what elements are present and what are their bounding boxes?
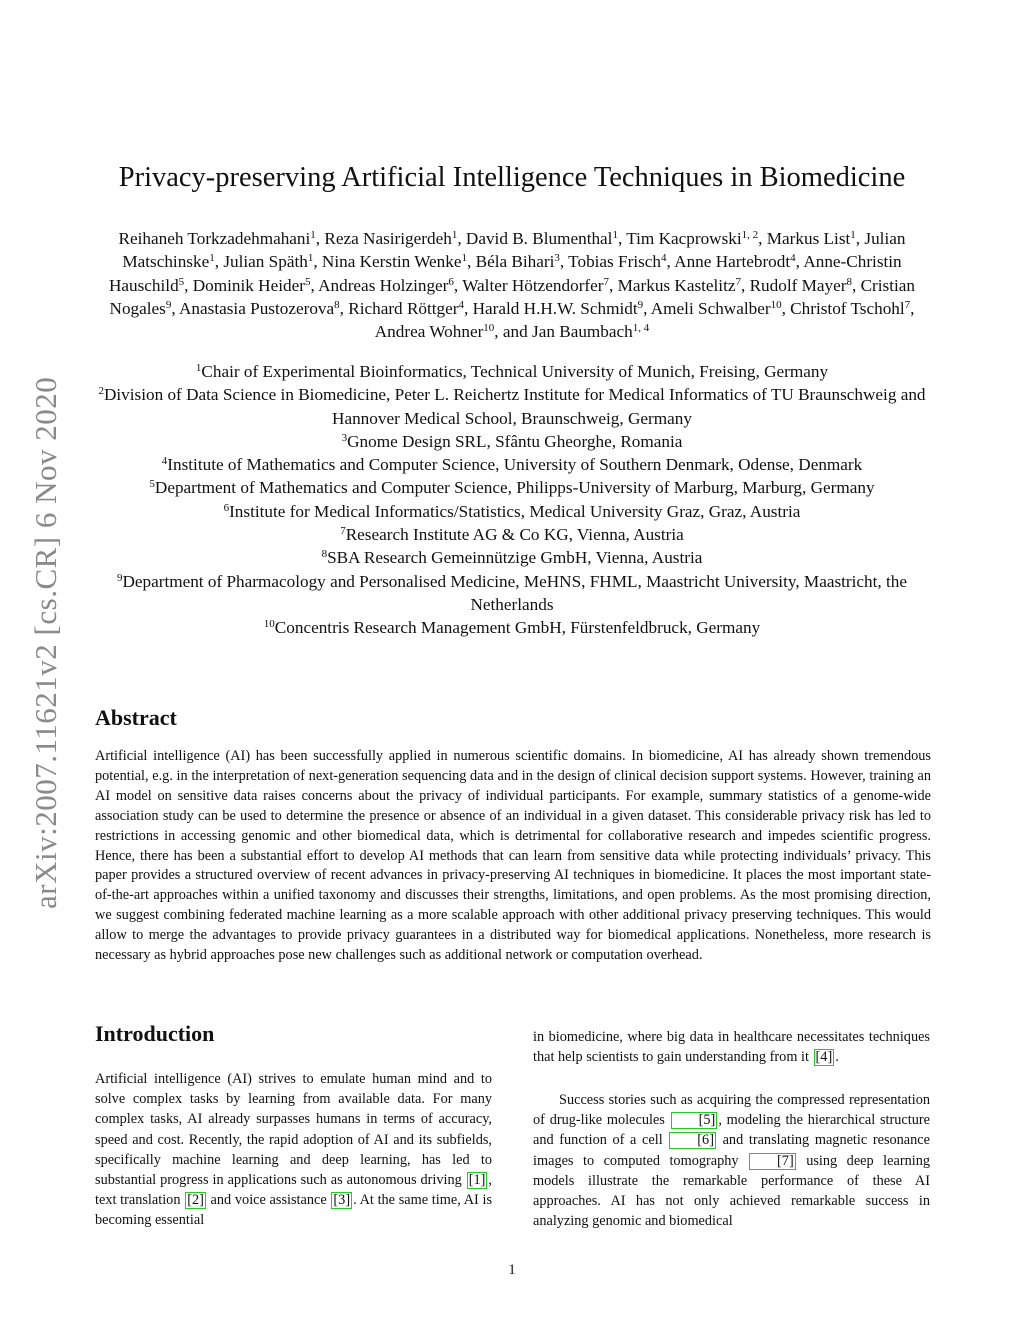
introduction-heading: Introduction xyxy=(95,1021,215,1046)
citation-link[interactable]: [2] xyxy=(187,1192,204,1209)
affiliation-number: 7 xyxy=(340,525,346,538)
author xyxy=(179,299,340,318)
affiliation xyxy=(92,430,932,453)
author xyxy=(462,276,609,295)
paragraph-text: and translating magnetic resonance images to computed tomography xyxy=(533,1132,930,1169)
affiliation xyxy=(92,476,932,499)
paragraph-text: Artificial intelligence (AI) strives to emulate human mind and to solve complex tasks by learning from available data. For many complex tasks, AI already surpasses humans in terms of accuracy, speed and cost. Recently, the rapid adoption of AI and its subfields, specifically machine learning and deep learning, has led to substantial progress in applications such as autonomous driving xyxy=(95,1071,492,1189)
author xyxy=(651,299,782,318)
paragraph-text: and voice assistance xyxy=(206,1192,331,1209)
author-name: Andrea Wohner xyxy=(374,322,484,342)
affiliation xyxy=(92,383,932,430)
author xyxy=(375,322,495,341)
author-name: Walter Hötzendorfer xyxy=(462,275,604,295)
author-name: Christof Tschohl xyxy=(790,298,905,318)
author xyxy=(466,229,618,248)
abstract-heading: Abstract xyxy=(95,705,177,730)
author-name: Rudolf Mayer xyxy=(749,275,847,295)
author-affiliation-mark: 1 xyxy=(850,229,856,241)
affiliation-text: Chair of Experimental Bioinformatics, Technical University of Munich, Freising, Germany xyxy=(201,362,829,381)
author xyxy=(790,299,910,318)
author-name: Tobias Frisch xyxy=(568,252,662,272)
author-name: Dominik Heider xyxy=(192,275,305,295)
author-affiliation-mark: 4 xyxy=(790,252,796,265)
author-affiliation-mark: 10 xyxy=(770,298,782,311)
author-name: David B. Blumenthal xyxy=(465,229,613,248)
author-affiliation-mark: 4 xyxy=(661,252,667,265)
author xyxy=(119,229,316,248)
author xyxy=(767,229,856,248)
affiliation-number: 1 xyxy=(195,362,202,374)
arxiv-stamp: arXiv:2007.11621v2 [cs.CR] 6 Nov 2020 xyxy=(28,376,63,909)
author-affiliation-mark: 4 xyxy=(458,298,464,311)
author-affiliation-mark: 7 xyxy=(735,275,741,288)
author-affiliation-mark: 5 xyxy=(178,275,185,288)
affiliation-number: 5 xyxy=(149,478,155,491)
author-name: Richard Röttger xyxy=(348,298,459,318)
author xyxy=(674,252,795,271)
author xyxy=(318,276,454,295)
affiliation xyxy=(92,523,932,546)
affiliation xyxy=(92,360,932,383)
author xyxy=(322,252,467,271)
author xyxy=(618,276,741,295)
author-joiner: and xyxy=(502,322,528,342)
author xyxy=(750,276,852,295)
citation-link[interactable]: [7] xyxy=(749,1153,796,1170)
affiliation-number: 6 xyxy=(223,501,230,514)
paper-title: Privacy-preserving Artificial Intelligence Techniques in Biomedicine xyxy=(118,162,906,193)
author xyxy=(223,252,313,271)
affiliation-number: 9 xyxy=(116,571,123,584)
affiliation-text: Division of Data Science in Biomedicine, Peter L. Reichertz Institute for Medical Informatics of TU Braunschweig and Hannover Medical School, Braunschweig, Germany xyxy=(103,385,926,428)
citation-link[interactable]: [3] xyxy=(333,1192,351,1209)
author-affiliation-mark: 1 xyxy=(307,252,314,265)
author-name: Anne-Christin Hauschild xyxy=(108,252,902,295)
author-affiliation-mark: 9 xyxy=(637,298,644,311)
page-number: 1 xyxy=(508,1262,516,1278)
affiliation xyxy=(92,616,932,639)
author-affiliation-mark: 1 xyxy=(209,252,215,265)
author xyxy=(626,229,758,248)
affiliation-text: Research Institute AG & Co KG, Vienna, Austria xyxy=(345,525,684,545)
affiliation-number: 3 xyxy=(341,431,348,444)
author-name: Tim Kacprowski xyxy=(626,229,742,248)
author-name: Reihaneh Torkzadehmahani xyxy=(118,229,311,248)
affiliation-text: Gnome Design SRL, Sfântu Gheorghe, Romania xyxy=(347,431,683,451)
author-name: Andreas Holzinger xyxy=(318,275,449,295)
author-name: Jan Baumbach xyxy=(532,322,633,342)
affiliation-number: 2 xyxy=(98,385,104,398)
author-affiliation-mark: 10 xyxy=(483,322,495,335)
author-list: Reihaneh Torkzadehmahani$^1$, Reza Nasirigerdeh$^1$, David B. Blumenthal$^1$, Tim Kacprowski$^{1, 2}$, Markus List$^1$, Julian Matschinske$^1$, Julian Späth$^1$, Nina Kerstin Wenke$^1$, Béla Bihari$^3$, Tobias Frisch$^4$, Anne Hartebrodt$^4$, Anne-Christin Hauschild$^5$, Dominik Heider$^5$, Andreas Holzinger$^6$, Walter Hötzendorfer$^7$, Markus Kastelitz$^7$, Rudolf Mayer$^8$, Cristian Nogales$^9$, Anastasia Pustozerova$^8$, Richard Röttger$^4$, Harald H.H.W. Schmidt$^9$, Ameli Schwalber$^{10}$, Christof Tschohl$^7$, Andrea Wohner$^{10}$, and Jan Baumbach$^{1, 4}$ xyxy=(108,229,916,342)
author xyxy=(324,229,457,248)
intro-paragraph-right-2 xyxy=(533,1090,930,1231)
author-affiliation-mark: 8 xyxy=(334,298,340,311)
author-name: Anastasia Pustozerova xyxy=(179,298,335,318)
paragraph-text: . xyxy=(835,1049,839,1066)
author-affiliation-mark: 1, 4 xyxy=(632,322,650,335)
author-affiliation-mark: 1 xyxy=(461,252,468,265)
author xyxy=(476,252,560,271)
affiliation-text: SBA Research Gemeinnützige GmbH, Vienna, Austria xyxy=(327,548,703,568)
paragraph-text: , text translation xyxy=(95,1172,492,1209)
author-name: Nina Kerstin Wenke xyxy=(321,252,462,272)
author xyxy=(193,276,311,295)
affiliation-text: Institute of Mathematics and Computer Science, University of Southern Denmark, Odense, Denmark xyxy=(167,455,863,475)
affiliation-text: Institute for Medical Informatics/Statistics, Medical University Graz, Graz, Austria xyxy=(229,501,801,521)
author-name: Ameli Schwalber xyxy=(650,298,771,318)
author-name: Béla Bihari xyxy=(475,252,555,272)
author-affiliation-mark: 1 xyxy=(612,229,618,241)
affiliation xyxy=(92,546,932,569)
author-affiliation-mark: 9 xyxy=(165,298,172,311)
citation-link[interactable]: [6] xyxy=(669,1132,716,1149)
affiliation-text: Concentris Research Management GmbH, Fürstenfeldbruck, Germany xyxy=(274,618,761,638)
author xyxy=(568,252,666,271)
affiliation xyxy=(92,500,932,523)
author xyxy=(473,299,644,318)
author-affiliation-mark: 5 xyxy=(304,275,311,288)
paragraph-text: . At the same time, AI is becoming essential xyxy=(95,1192,493,1229)
author-name: Reza Nasirigerdeh xyxy=(324,229,452,248)
author-affiliation-mark: 1 xyxy=(451,229,458,241)
affiliation xyxy=(92,453,932,476)
author-name: Anne Hartebrodt xyxy=(674,252,791,272)
affiliation-number: 4 xyxy=(161,455,168,468)
author-name: Julian Späth xyxy=(223,252,308,272)
author-affiliation-mark: 7 xyxy=(904,298,911,311)
affiliation-number: 8 xyxy=(321,548,328,561)
paragraph-text: in biomedicine, where big data in healthcare necessitates techniques that help scientists to gain understanding from it xyxy=(533,1029,930,1066)
citation-link[interactable]: [5] xyxy=(671,1112,718,1129)
author-name: Cristian Nogales xyxy=(109,275,916,318)
paragraph-text: using deep learning models illustrate the remarkable performance of these AI approaches. AI has not only achieved remarkable success in analyzing genomic and biomedical xyxy=(533,1152,930,1230)
affiliation-text: Department of Pharmacology and Personalised Medicine, MeHNS, FHML, Maastricht University, Maastricht, the Netherlands xyxy=(122,571,908,614)
paragraph-text: Success stories such as acquiring the compressed representation of drug-like molecules xyxy=(533,1092,930,1129)
author-affiliation-mark: 3 xyxy=(554,252,560,265)
affiliation-text: Department of Mathematics and Computer Science, Philipps-University of Marburg, Marburg, Germany xyxy=(154,478,875,498)
affiliation-number: 10 xyxy=(263,618,275,631)
abstract-body: Artificial intelligence (AI) has been successfully applied in numerous scientific domains. In biomedicine, AI has already shown tremendous potential, e.g. in the interpretation of next-generation sequencing data and in the design of clinical decision support systems. However, training an AI model on sensitive data raises concerns about the privacy of individual participants. For example, summary statistics of a genome-wide association study can be used to determine the presence or absence of an individual in a given dataset. This considerable privacy risk has led to restrictions in accessing genomic and other biomedical data, which is detrimental for collaborative research and impedes scientific progress. Hence, there has been a substantial effort to develop AI methods that can learn from sensitive data while protecting individuals’ privacy. This paper provides a structured overview of recent advances in privacy-preserving AI techniques in biomedicine. It places the most important state-of-the-art approaches within a unified taxonomy and discusses their strengths, limitations, and open problems. As the most promising direction, we suggest combining federated machine learning as a more scalable approach with other additional privacy preserving techniques. This would allow to merge the advantages to provide privacy guarantees in a distributed way for biomedical applications. Nonetheless, more research is necessary as hybrid approaches pose new challenges such as additional network or computation overhead. xyxy=(95,748,931,964)
author-affiliation-mark: 6 xyxy=(448,275,454,288)
author-name: Markus Kastelitz xyxy=(617,275,736,295)
author xyxy=(348,299,464,318)
intro-paragraph-right-1 xyxy=(533,1027,930,1067)
affiliation-list xyxy=(92,360,932,640)
author xyxy=(532,322,649,341)
citation-link[interactable]: [1] xyxy=(468,1172,486,1189)
author-name: Julian Matschinske xyxy=(122,229,906,272)
author-affiliation-mark: 1, 2 xyxy=(741,229,759,241)
intro-paragraph-left xyxy=(95,1069,492,1231)
affiliation xyxy=(92,570,932,617)
author-affiliation-mark: 7 xyxy=(603,275,609,288)
author-affiliation-mark: 1 xyxy=(310,229,316,241)
author-name: Harald H.H.W. Schmidt xyxy=(472,298,638,318)
citation-link[interactable]: [4] xyxy=(815,1049,833,1066)
author-affiliation-mark: 8 xyxy=(846,275,852,288)
author-name: Markus List xyxy=(766,229,851,248)
paragraph-text: , modeling the hierarchical structure and function of a cell xyxy=(533,1112,930,1149)
